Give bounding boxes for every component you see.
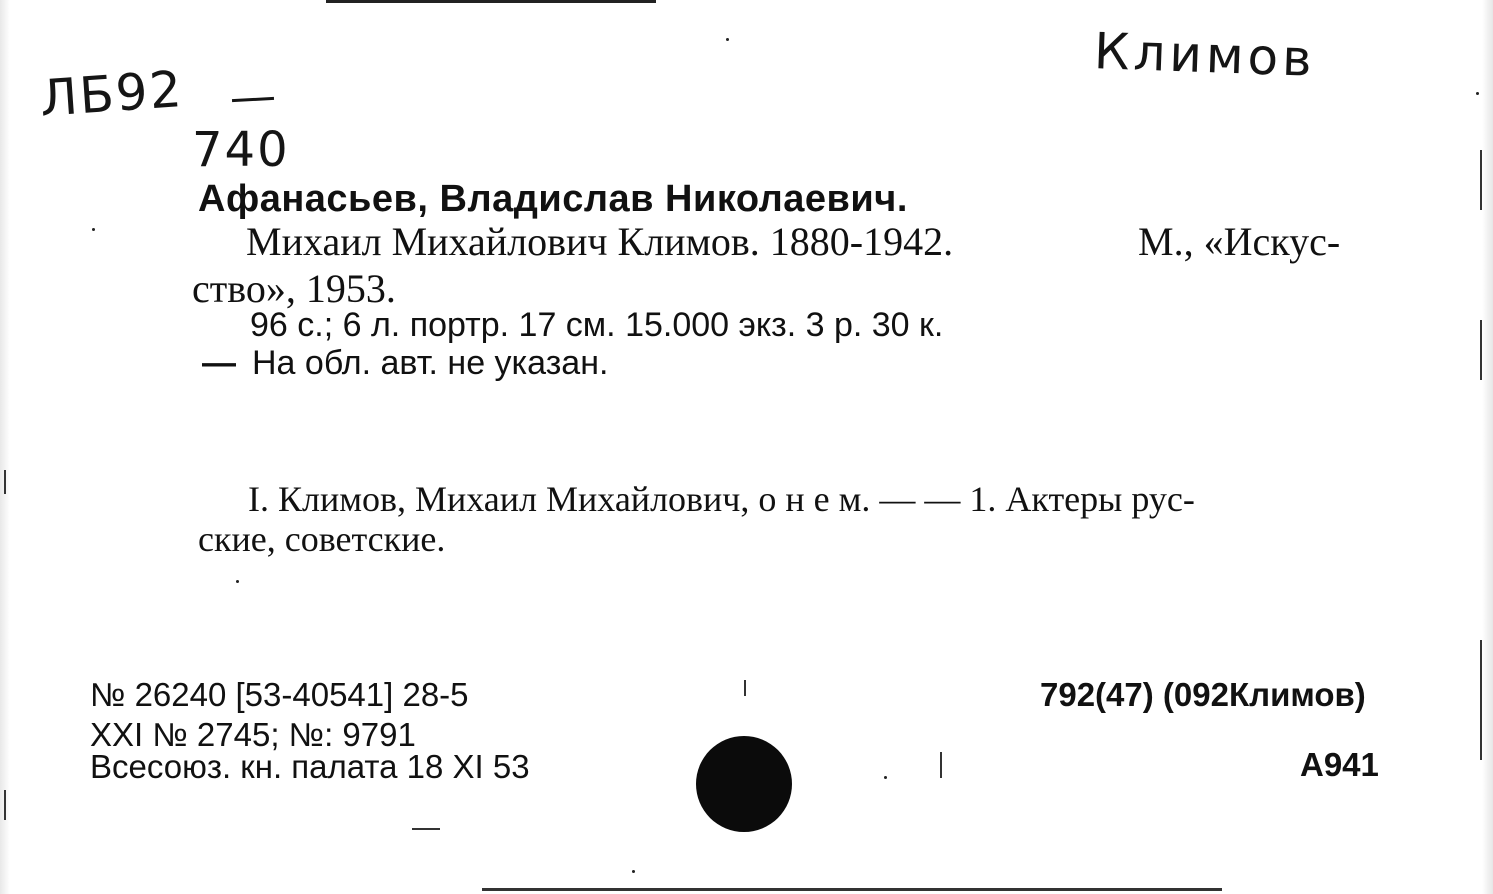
scan-speck <box>884 776 887 779</box>
scan-tick <box>4 470 6 494</box>
shelf-mark-rule <box>232 97 274 102</box>
physical-description: 96 с.; 6 л. портр. 17 см. 15.000 экз. 3 р. 30 к. <box>250 306 944 344</box>
scan-tick <box>1480 640 1482 760</box>
scan-tick <box>1480 320 1482 380</box>
title-statement: Михаил Михайлович Климов. 1880-1942. <box>246 219 954 264</box>
subject-tracing: I. Климов, Михаил Михайлович, о н е м. — — 1. Актеры рус- <box>248 479 1195 519</box>
punch-hole <box>696 736 792 832</box>
top-rule <box>326 0 656 3</box>
scan-tick <box>1480 150 1482 210</box>
publication-continued: ство», 1953. <box>192 266 396 311</box>
scan-edge-right <box>1482 0 1493 894</box>
note-dash: — <box>202 344 236 382</box>
bottom-rule <box>482 888 1222 891</box>
scan-edge-left <box>0 0 10 894</box>
scan-speck <box>236 580 239 583</box>
classification-number: 792(47) (092Климов) <box>1040 676 1366 713</box>
scan-speck <box>1476 92 1479 95</box>
bottom-dash <box>412 828 440 830</box>
handwritten-shelf-mark: ЛБ92 <box>38 59 186 128</box>
scan-speck <box>92 228 95 231</box>
publication-place: М., «Искус- <box>1138 219 1341 264</box>
series-number: XXI № 2745; №: 9791 <box>90 716 416 753</box>
book-chamber-stamp: Всесоюз. кн. палата 18 XI 53 <box>90 748 530 785</box>
handwritten-shelf-number: 740 <box>192 122 290 178</box>
card-code: А941 <box>1300 746 1379 783</box>
scan-tick <box>940 752 942 778</box>
scan-speck <box>726 38 729 41</box>
scan-tick <box>744 680 746 696</box>
record-number: № 26240 [53-40541] 28-5 <box>90 676 469 713</box>
scan-tick <box>4 790 6 820</box>
author-heading: Афанасьев, Владислав Николаевич. <box>198 178 908 220</box>
scan-speck <box>632 870 635 873</box>
note: На обл. авт. не указан. <box>252 344 609 382</box>
subject-tracing-continued: ские, советские. <box>198 519 446 559</box>
handwritten-heading: Климов <box>1093 22 1317 88</box>
